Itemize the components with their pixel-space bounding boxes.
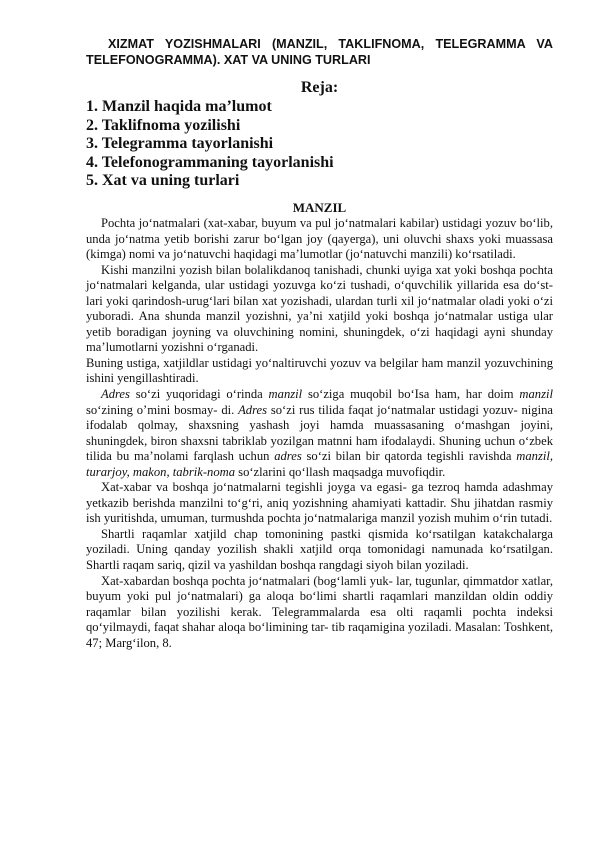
term: manzil	[519, 386, 553, 401]
plan-item: 3. Telegramma tayorlanishi	[86, 135, 274, 153]
term: manzil, turarjoy, makon, tabrik-noma	[86, 449, 553, 479]
section-heading: MANZIL	[292, 199, 347, 215]
plan-item: 2. Taklifnoma yozilishi	[86, 116, 241, 134]
term: adres	[274, 449, 302, 464]
paragraph: Pochta jo‘natmalari (xat-xabar, buyum va pul jo‘natmalari kabilar) ustidagi yozuv bo‘lib, unda jo‘natma yetib borishi zarur bo‘lgan joy (qayerga), uni oluvchi shaxs yoki muassasa (kimga) nomi va jo‘natuvchi haqidagi ma’lumotlar (jo‘natuvchi manzili) ko‘rsatiladi.	[86, 215, 553, 262]
document-title: XIZMAT YOZISHMALARI (MANZIL, TAKLIFNOMA, TELEGRAMMA VA TELEFONOGRAMMA). XAT VA UNING TURLARI	[86, 37, 553, 67]
document-page	[86, 36, 553, 651]
paragraph: Xat-xabardan boshqa pochta jo‘natmalari (bog‘lamli yuk- lar, tugunlar, qimmatdor xatlar, buyum yoki pul jo‘natmalari) ga aloqa bo‘limi shartli raqamlari manzildan oldin oddiy raqamlar bilan yozilishi kerak. Telegrammalarda esa olti raqamli pochta indeksi qo‘yilmaydi, faqat shahar aloqa bo‘limining tar- tib raqamigina yoziladi. Masalan: Toshkent, 47; Marg‘ilon, 8.	[86, 573, 553, 650]
plan-list	[86, 98, 553, 191]
plan-item: 5. Xat va uning turlari	[86, 172, 240, 190]
plan-item: 4. Telefonogrammaning tayorlanishi	[86, 153, 334, 171]
paragraph: Kishi manzilni yozish bilan bolalikdanoq tanishadi, chunki uyiga xat yoki boshqa pochta jo‘natmalari kelganda, ular ustidagi yozuvga ko‘zi tushadi, o‘quvchilik yillarida esa do‘st- lari yoki qarindosh-urug‘lari bilan xat yozishadi, ulardan turli xil jo‘natmalar oladi yoki o‘zi yuboradi. Ana shunda manzil yozishni, ya’ni xatjild yoki boshqa jo‘natmalar ustiga ular yetib boradigan joyning va oluvchining nomini, shuningdek, o‘zi haqidagi ayni shunday ma’lumotlarni yozishni o‘rganadi.	[86, 262, 553, 355]
paragraph-adres: Adres so‘zi yuqoridagi o‘rinda manzil so‘ziga muqobil bo‘Isa ham, har doim manzil so‘zining o’mini bosmay- di. Adres so‘zi rus tilida faqat jo‘natmalar ustidagi yozuv- nigina ifodalab qolmay, shaxsning yashash joyi hamda muassasaning o‘mashgan joyini, shuningdek, biron shaxsni tabriklab yozilgan matnni ham ifodalaydi. Shuning uchun o‘zbek tilida bu ma’nolami farqlash uchun adres so‘zi bilan bir qatorda tegishli ravishda manzil, turarjoy, makon, tabrik-noma so‘zlarini qo‘llash maqsadga muvofiqdir.	[86, 386, 553, 479]
term: Adres	[101, 386, 130, 401]
term: Adres	[238, 402, 268, 417]
paragraph: Shartli raqamlar xatjild chap tomonining pastki qismida ko‘rsatilgan katakchalarga yoziladi. Uning qanday yozilish shakli xatjild orqa tomonidagi namunada ko‘rsatilgan. Shartli raqam sariq, qizil va yashildan boshqa rangdagi siyoh bilan yoziladi.	[86, 526, 553, 572]
plan-item: 1. Manzil haqida ma’lumot	[86, 98, 272, 115]
paragraph: Buning ustiga, xatjildlar ustidagi yo‘naltiruvchi yozuv va belgilar ham manzil yozuvchining ishini yengillashtiradi.	[86, 355, 553, 386]
plan-heading: Reja:	[300, 79, 339, 96]
paragraph: Xat-xabar va boshqa jo‘natmalarni tegishli joyga va egasi- ga tezroq hamda adashmay yetkazib berishda manzilni to‘g‘ri, aniq yozishning ahamiyati kattadir. Shu jihatdan rasmiy ish yuritishda, umuman, turmushda pochta jo‘natmalariga manzil yozish muhim o‘rin tutadi.	[86, 480, 553, 526]
term: manzil	[268, 386, 303, 401]
